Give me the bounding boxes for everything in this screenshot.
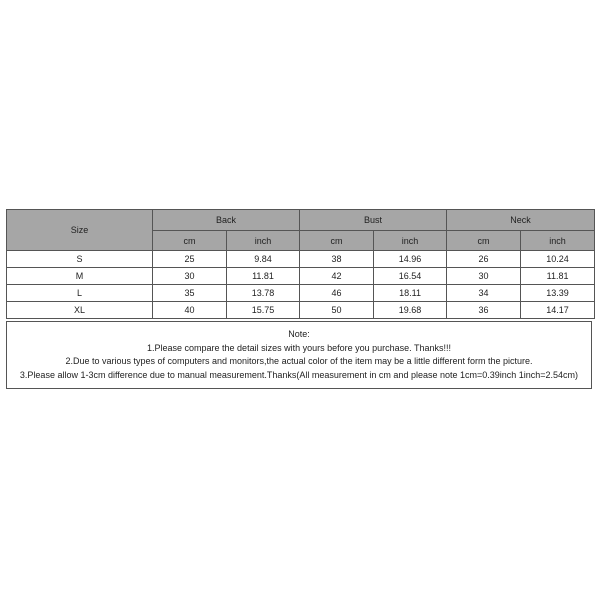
value-cell: 18.11: [374, 285, 447, 302]
unit-header-cm: cm: [153, 231, 227, 251]
value-cell: 36: [447, 302, 521, 319]
value-cell: 11.81: [521, 268, 595, 285]
size-chart-table: [6, 209, 595, 319]
value-cell: 10.24: [521, 251, 595, 268]
group-header-back: Back: [153, 210, 300, 231]
size-cell: XL: [7, 302, 153, 319]
group-header-neck: Neck: [447, 210, 595, 231]
value-cell: 13.78: [227, 285, 300, 302]
unit-header-inch: inch: [521, 231, 595, 251]
value-cell: 38: [300, 251, 374, 268]
size-cell: M: [7, 268, 153, 285]
value-cell: 9.84: [227, 251, 300, 268]
value-cell: 15.75: [227, 302, 300, 319]
note-line: 1.Please compare the detail sizes with yours before you purchase. Thanks!!!: [147, 342, 451, 353]
value-cell: 30: [447, 268, 521, 285]
group-header-bust: Bust: [300, 210, 447, 231]
value-cell: 35: [153, 285, 227, 302]
table-row: [7, 302, 595, 319]
notes-title: Note:: [288, 329, 310, 339]
note-line: 2.Due to various types of computers and monitors,the actual color of the item may be a little different form the picture.: [65, 356, 533, 366]
unit-header-cm: cm: [447, 231, 521, 251]
table-row: [7, 251, 595, 268]
size-cell: L: [7, 285, 153, 302]
unit-header-inch: inch: [227, 231, 300, 251]
unit-header-cm: cm: [300, 231, 374, 251]
note-line: 3.Please allow 1-3cm difference due to manual measurement.Thanks(All measurement in cm and please note 1cm=0.39inch 1inch=2.54cm): [19, 369, 579, 380]
table-row: [7, 285, 595, 302]
value-cell: 14.96: [374, 251, 447, 268]
value-cell: 25: [153, 251, 227, 268]
table-row: [7, 268, 595, 285]
value-cell: 19.68: [374, 302, 447, 319]
value-cell: 16.54: [374, 268, 447, 285]
value-cell: 42: [300, 268, 374, 285]
value-cell: 46: [300, 285, 374, 302]
value-cell: 13.39: [521, 285, 595, 302]
notes-box: [6, 321, 592, 389]
value-cell: 11.81: [227, 268, 300, 285]
value-cell: 50: [300, 302, 374, 319]
value-cell: 26: [447, 251, 521, 268]
unit-header-inch: inch: [374, 231, 447, 251]
value-cell: 30: [153, 268, 227, 285]
value-cell: 14.17: [521, 302, 595, 319]
size-cell: S: [7, 251, 153, 268]
value-cell: 40: [153, 302, 227, 319]
value-cell: 34: [447, 285, 521, 302]
size-header: Size: [7, 210, 153, 251]
